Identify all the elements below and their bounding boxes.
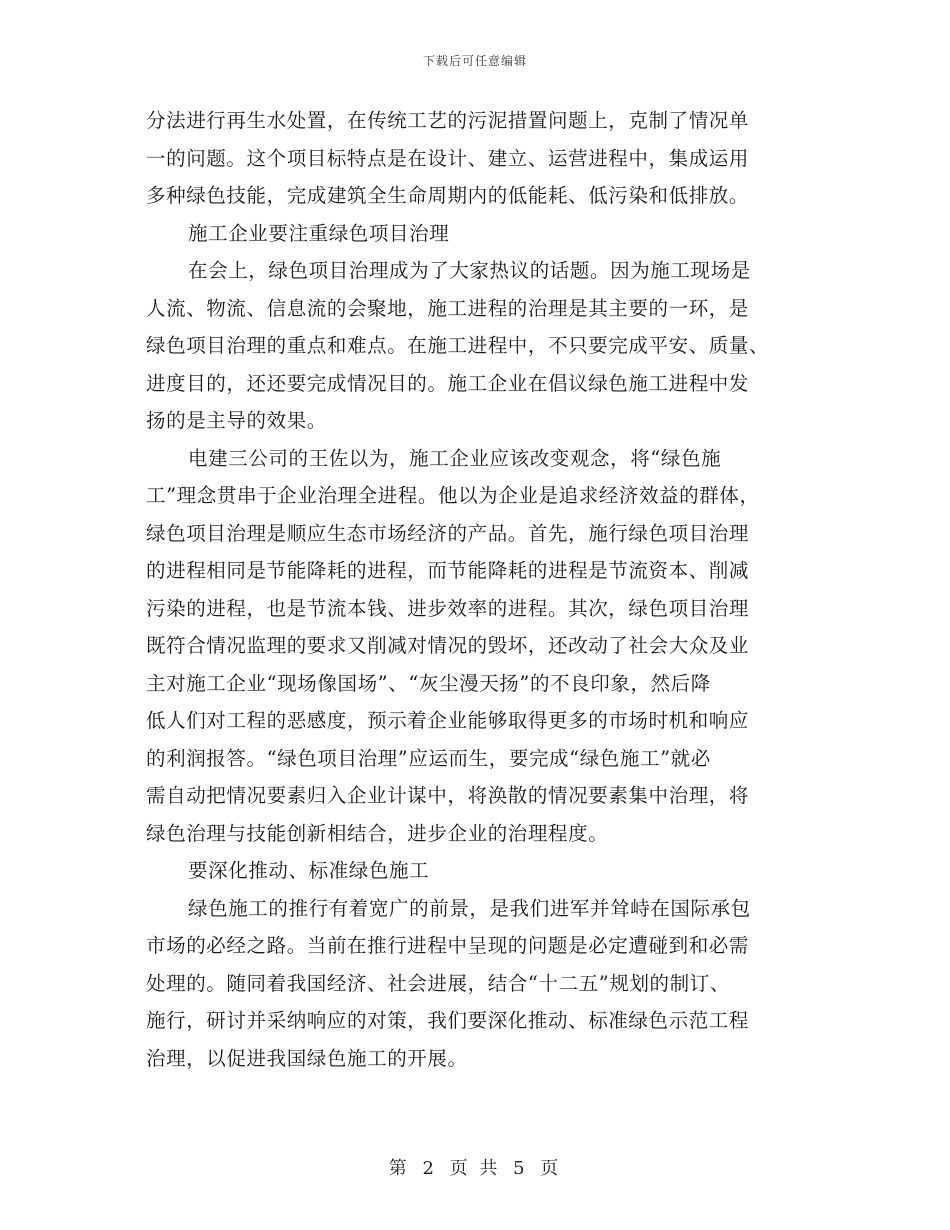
text-line: 电建三公司的王佐以为，施工企业应该改变观念，将“绿色施 xyxy=(188,446,722,470)
text-line: 既符合情况监理的要求又削减对情况的毁坏，还改动了社会大众及业 xyxy=(146,634,750,657)
text-line: 绿色项目治理的重点和难点。在施工进程中，不只要完成平安、质量、 xyxy=(146,334,770,357)
text-line: 治理，以促进我国绿色施工的开展。 xyxy=(146,1046,468,1070)
text-line: 的进程相同是节能降耗的进程，而节能降耗的进程是节流资本、削减 xyxy=(146,559,750,582)
text-line: 要深化推动、标准绿色施工 xyxy=(188,859,430,882)
text-line: 主对施工企业“现场像国场”、“灰尘漫天扬”的不良印象，然后降 xyxy=(146,671,711,695)
text-line: 绿色治理与技能创新相结合，进步企业的治理程度。 xyxy=(146,821,609,845)
text-line: 低人们对工程的恶感度，预示着企业能够取得更多的市场时机和响应 xyxy=(146,709,750,732)
text-line: 绿色施工的推行有着宽广的前景，是我们进军并耸峙在国际承包 xyxy=(188,896,751,920)
footer-page-number: 2 xyxy=(422,1158,437,1179)
text-line: 多种绿色技能，完成建筑全生命周期内的低能耗、低污染和低排放。 xyxy=(146,184,750,207)
text-line: 绿色项目治理是顺应生态市场经济的产品。首先，施行绿色项目治理 xyxy=(146,521,750,545)
footer-middle: 页 共 xyxy=(449,1158,501,1179)
footer-suffix: 页 xyxy=(540,1158,562,1179)
text-line: 人流、物流、信息流的会聚地，施工进程的治理是其主要的一环，是 xyxy=(146,296,750,320)
text-line: 的利润报答。“绿色项目治理”应运而生，要完成“绿色施工”就必 xyxy=(146,746,711,770)
text-line: 扬的是主导的效果。 xyxy=(146,409,327,432)
text-line: 处理的。随同着我国经济、社会进展，结合“十二五”规划的制订、 xyxy=(146,971,730,995)
text-line: 分法进行再生水处置，在传统工艺的污泥措置问题上，克制了情况单 xyxy=(146,109,750,132)
footer-total-pages: 5 xyxy=(513,1158,528,1179)
text-line: 施工企业要注重绿色项目治理 xyxy=(188,221,450,245)
text-line: 污染的进程，也是节流本钱、进步效率的进程。其次，绿色项目治理 xyxy=(146,596,750,620)
footer-prefix: 第 xyxy=(388,1158,410,1179)
document-body xyxy=(146,102,806,1077)
text-line: 工”理念贯串于企业治理全进程。他以为企业是追求经济效益的群体， xyxy=(146,484,760,507)
text-line: 施行，研讨并采纳响应的对策，我们要深化推动、标准绿色示范工程 xyxy=(146,1009,750,1032)
text-line: 市场的必经之路。当前在推行进程中呈现的问题是必定遭碰到和必需 xyxy=(146,934,750,957)
text-line: 一的问题。这个项目标特点是在设计、建立、运营进程中，集成运用 xyxy=(146,146,750,170)
page-header: 下载后可任意编辑 xyxy=(422,54,527,68)
page-footer xyxy=(0,1154,950,1180)
text-line: 在会上，绿色项目治理成为了大家热议的话题。因为施工现场是 xyxy=(188,259,751,282)
text-line: 进度目的，还还要完成情况目的。施工企业在倡议绿色施工进程中发 xyxy=(146,371,750,395)
text-line: 需自动把情况要素归入企业计谋中，将涣散的情况要素集中治理，将 xyxy=(146,784,750,807)
